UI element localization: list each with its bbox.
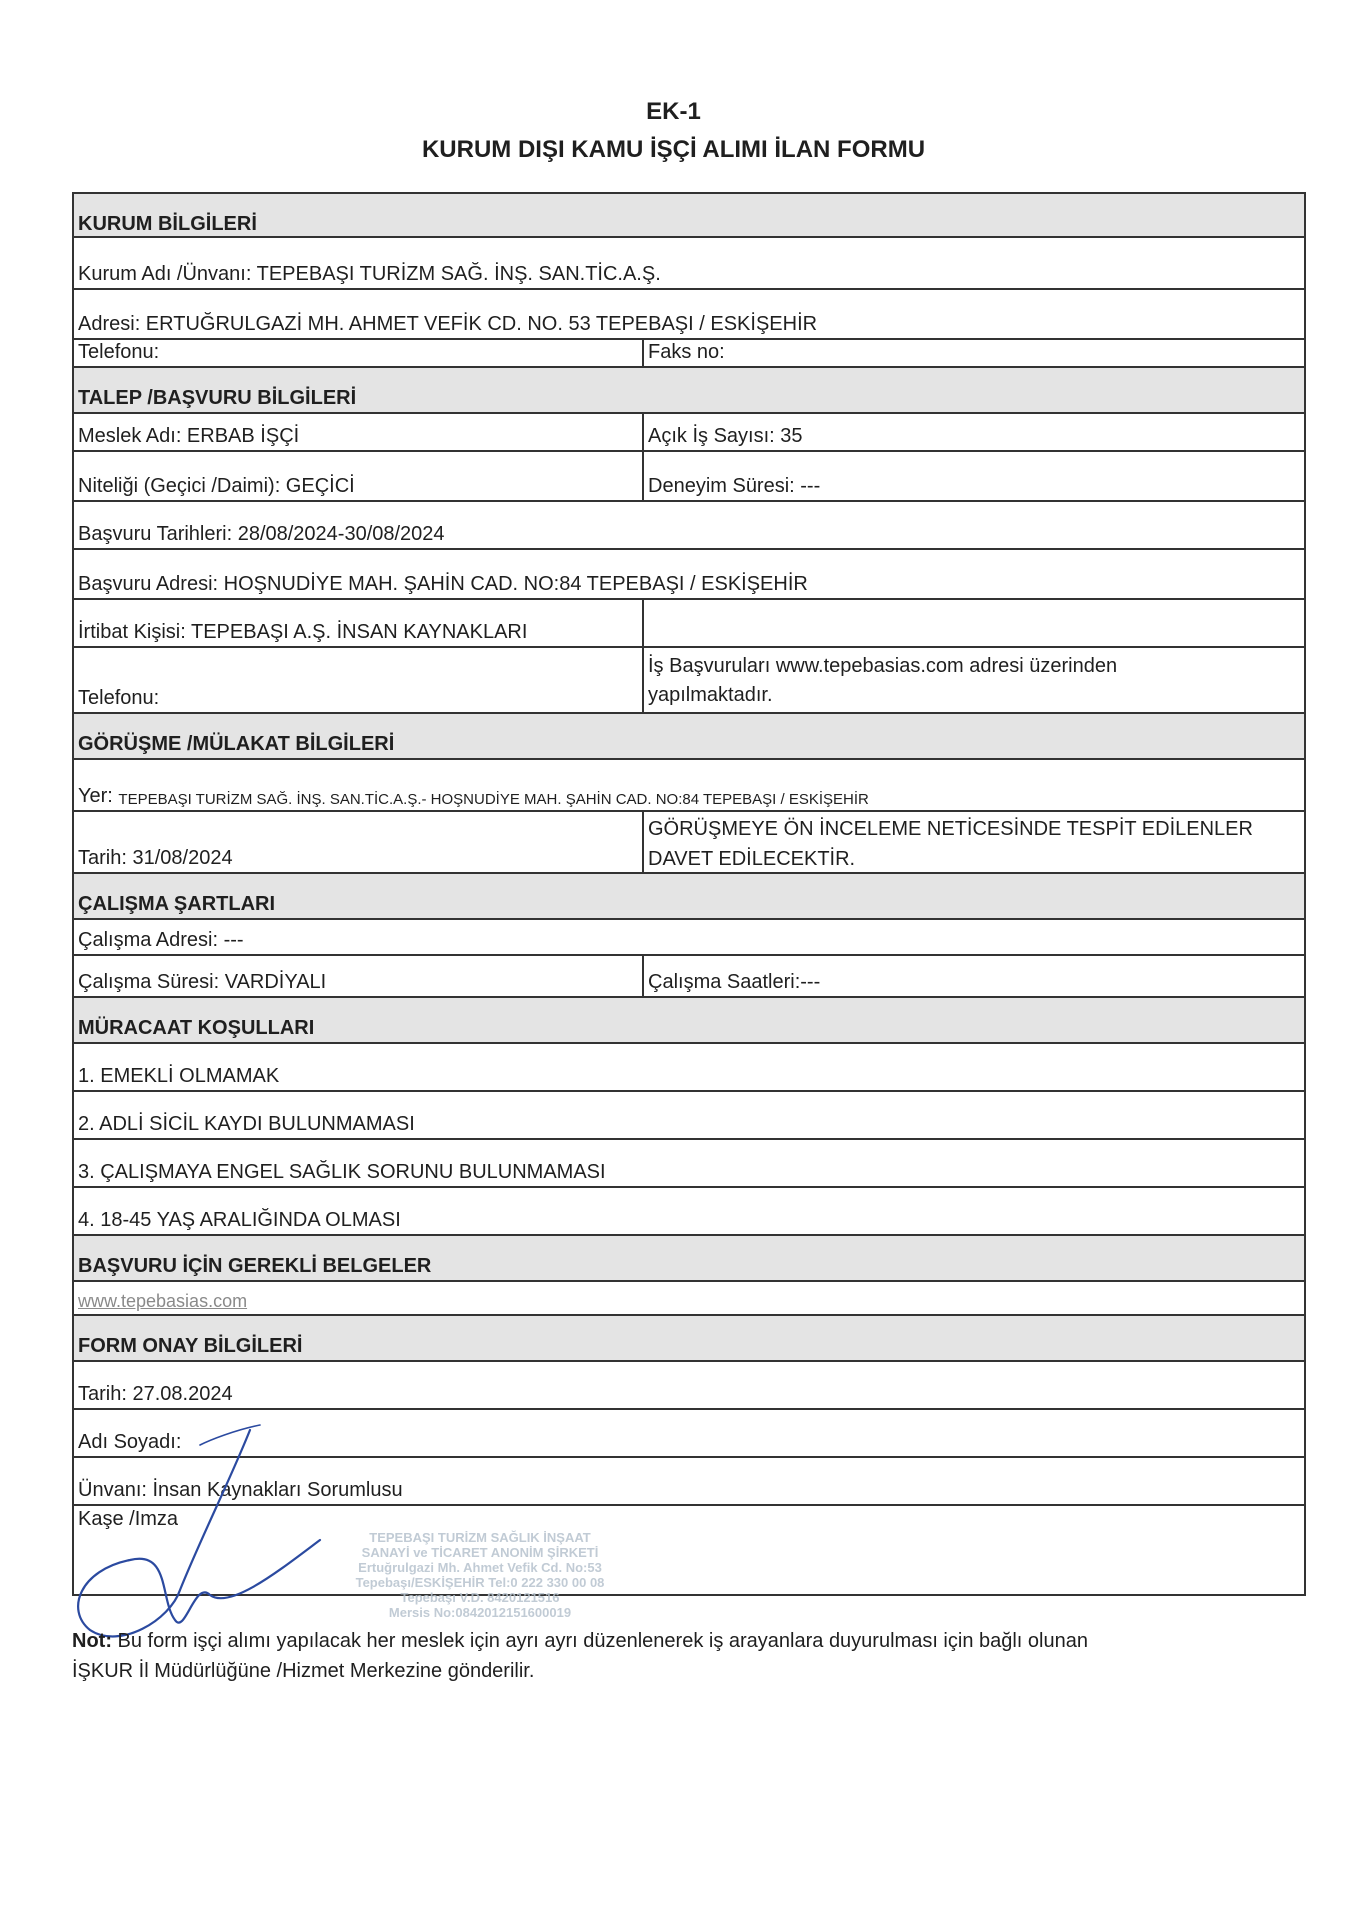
talep-phone: Telefonu: (74, 648, 644, 712)
deneyim: Deneyim Süresi: --- (648, 475, 821, 497)
web-note-line2: yapılmaktadır. (648, 684, 773, 706)
stamp-line: SANAYİ ve TİCARET ANONİM ŞİRKETİ (361, 1545, 599, 1560)
section-gorusme: GÖRÜŞME /MÜLAKAT BİLGİLERİ (72, 714, 1306, 760)
kosul-item: 3. ÇALIŞMAYA ENGEL SAĞLIK SORUNU BULUNMAMASI (72, 1140, 1306, 1188)
web-note-line1: İş Başvuruları www.tepebasias.com adresi üzerinden (648, 655, 1118, 677)
irtibat-kisisi: İrtibat Kişisi: TEPEBAŞI A.Ş. İNSAN KAYNAKLARI (74, 600, 644, 646)
signature (60, 1420, 340, 1650)
calisma-suresi: Çalışma Süresi: VARDİYALI (74, 956, 644, 996)
application-form (72, 192, 1306, 1596)
nitelik: Niteliği (Geçici /Daimi): GEÇİCİ (74, 452, 644, 500)
kurum-fax: Faks no: (648, 341, 725, 363)
stamp-line: Mersis No:0842012151600019 (388, 1605, 572, 1620)
section-belgeler: BAŞVURU İÇİN GEREKLİ BELGELER (72, 1236, 1306, 1282)
section-onay: FORM ONAY BİLGİLERİ (72, 1316, 1306, 1362)
kosul-item: 2. ADLİ SİCİL KAYDI BULUNMAMASI (72, 1092, 1306, 1140)
section-calisma: ÇALIŞMA ŞARTLARI (72, 874, 1306, 920)
onay-unvan: Ünvanı: İnsan Kaynakları Sorumlusu (72, 1458, 1306, 1506)
kurum-address: Adresi: ERTUĞRULGAZİ MH. AHMET VEFİK CD. NO. 53 TEPEBAŞI / ESKİŞEHİR (72, 290, 1306, 340)
acik-is-sayisi: Açık İş Sayısı: 35 (648, 425, 803, 447)
belgeler-link[interactable]: www.tepebasias.com (78, 1291, 248, 1311)
kase-label: Kaşe /Imza (78, 1508, 179, 1530)
onay-tarih: Tarih: 27.08.2024 (72, 1362, 1306, 1410)
section-muracaat: MÜRACAAT KOŞULLARI (72, 998, 1306, 1044)
note-line2: İŞKUR İl Müdürlüğüne /Hizmet Merkezine gönderilir. (72, 1660, 535, 1682)
calisma-sure-row (72, 956, 1306, 998)
note-line1: Bu form işçi alımı yapılacak her meslek için ayrı ayrı düzenlenerek iş arayanlara duyurulması için bağlı olunan (111, 1630, 1088, 1652)
footer-note (72, 1626, 1302, 1686)
irtibat-row (72, 600, 1306, 648)
telefon-web-row (72, 648, 1306, 714)
gorusme-yer (72, 760, 1306, 812)
section-kurum: KURUM BİLGİLERİ (72, 192, 1306, 238)
nitelik-row (72, 452, 1306, 502)
gorusme-not-line2: DAVET EDİLECEKTİR. (648, 848, 856, 870)
gorusme-yer-value: TEPEBAŞI TURİZM SAĞ. İNŞ. SAN.TİC.A.Ş.- HOŞNUDİYE MAH. ŞAHİN CAD. NO:84 TEPEBAŞI / ESKİŞEHİR (118, 791, 869, 808)
gorusme-yer-label: Yer: (78, 785, 113, 807)
stamp-line: Ertuğrulgazi Mh. Ahmet Vefik Cd. No:53 (358, 1560, 602, 1575)
meslek: Meslek Adı: ERBAB İŞÇİ (74, 414, 644, 450)
gorusme-not-line1: GÖRÜŞMEYE ÖN İNCELEME NETİCESİNDE TESPİT EDİLENLER (648, 818, 1253, 840)
irtibat-empty (644, 600, 1304, 646)
gorusme-tarih: Tarih: 31/08/2024 (74, 812, 644, 872)
gorusme-tarih-row (72, 812, 1306, 874)
stamp-line: Tepebaşı/ESKİŞEHİR Tel:0 222 330 00 08 (355, 1575, 605, 1590)
calisma-adresi: Çalışma Adresi: --- (72, 920, 1306, 956)
calisma-saatleri: Çalışma Saatleri:--- (648, 971, 821, 993)
belgeler-link-row (72, 1282, 1306, 1316)
gorusme-not (644, 812, 1304, 872)
stamp-line: Tepebaşı V.D. 8420121516 (400, 1590, 560, 1605)
kurum-name: Kurum Adı /Ünvanı: TEPEBAŞI TURİZM SAĞ. İNŞ. SAN.TİC.A.Ş. (72, 238, 1306, 290)
onay-ad: Adı Soyadı: (72, 1410, 1306, 1458)
stamp-line: TEPEBAŞI TURİZM SAĞLIK İNŞAAT (369, 1530, 591, 1545)
meslek-row (72, 414, 1306, 452)
kurum-phone: Telefonu: (74, 340, 644, 366)
kurum-phone-fax-row (72, 340, 1306, 368)
note-label: Not: (72, 1630, 112, 1652)
form-title: KURUM DIŞI KAMU İŞÇİ ALIMI İLAN FORMU (421, 136, 926, 163)
web-note (644, 648, 1304, 712)
section-talep: TALEP /BAŞVURU BİLGİLERİ (72, 368, 1306, 414)
kosul-item: 4. 18-45 YAŞ ARALIĞINDA OLMASI (72, 1188, 1306, 1236)
company-stamp (315, 1530, 645, 1635)
kosul-item: 1. EMEKLİ OLMAMAK (72, 1044, 1306, 1092)
basvuru-tarihleri: Başvuru Tarihleri: 28/08/2024-30/08/2024 (72, 502, 1306, 550)
form-code: EK-1 (646, 98, 701, 125)
basvuru-adresi: Başvuru Adresi: HOŞNUDİYE MAH. ŞAHİN CAD. NO:84 TEPEBAŞI / ESKİŞEHİR (72, 550, 1306, 600)
